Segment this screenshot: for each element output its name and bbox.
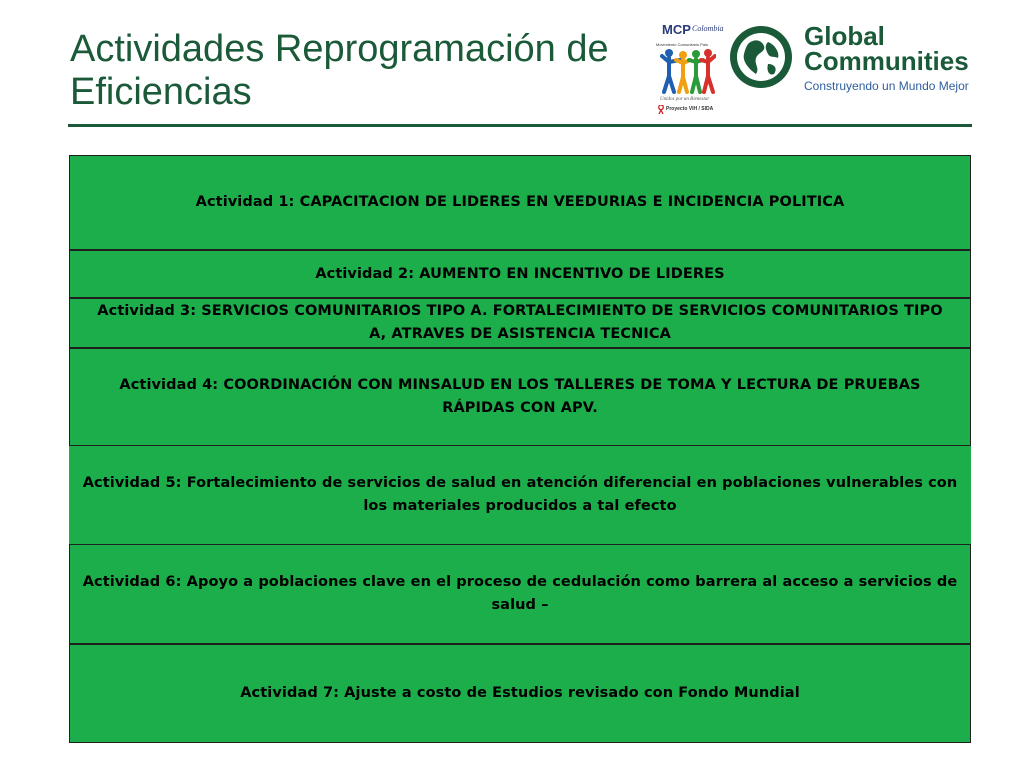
activity-2-text: Actividad 2: AUMENTO EN INCENTIVO DE LIDERES xyxy=(315,265,725,282)
activity-1-box xyxy=(69,155,971,250)
activity-6-box xyxy=(69,544,971,644)
activity-5-box xyxy=(69,446,971,544)
mcp-logo-subtitle: Colombia xyxy=(692,24,724,33)
globe-icon xyxy=(728,24,794,90)
global-communities-name xyxy=(804,21,969,76)
mcp-logo-slogan: Unidos por un Bienestar xyxy=(660,97,710,102)
activity-4-text: Actividad 4: COORDINACIÓN CON MINSALUD EN LOS TALLERES DE TOMA Y LECTURA DE PRUEBAS RÁPIDAS CON APV. xyxy=(119,377,921,416)
title-underline xyxy=(68,124,972,127)
mcp-logo xyxy=(652,20,724,116)
mcp-logo-project: Proyecto VIH / SIDA xyxy=(666,106,714,112)
mcp-logo-name: MCP xyxy=(662,22,691,37)
global-communities-name-line1: Global xyxy=(804,21,885,51)
slide-title: Actividades Reprogramación de Eficiencias xyxy=(70,28,609,113)
activity-6-text: Actividad 6: Apoyo a poblaciones clave en el proceso de cedulación como barrera al acceso a servicios de salud – xyxy=(82,574,958,613)
mcp-logo-tagline: Movimiento Comunitario Pais xyxy=(656,42,709,47)
activity-3-box xyxy=(69,298,971,348)
global-communities-name-line2: Communities xyxy=(804,46,969,76)
activity-1-text: Actividad 1: CAPACITACION DE LIDERES EN VEEDURIAS E INCIDENCIA POLITICA xyxy=(195,194,845,210)
activity-2-box xyxy=(69,250,971,298)
activity-7-box xyxy=(69,644,971,743)
global-communities-logo xyxy=(726,18,974,108)
activity-5-text: Actividad 5: Fortalecimiento de servicios de salud en atención diferencial en poblaciones vulnerables con los materiales producidos a tal efecto xyxy=(82,475,958,514)
global-communities-tagline: Construyendo un Mundo Mejor xyxy=(804,79,969,93)
red-ribbon-icon xyxy=(658,105,664,114)
people-figures-icon xyxy=(660,46,716,96)
activity-7-text: Actividad 7: Ajuste a costo de Estudios revisado con Fondo Mundial xyxy=(240,685,800,701)
activity-3-text: Actividad 3: SERVICIOS COMUNITARIOS TIPO A. FORTALECIMIENTO DE SERVICIOS COMUNITARIOS TIPO A, ATRAVES DE ASISTENCIA TECNICA xyxy=(97,303,943,342)
activity-4-box xyxy=(69,348,971,446)
